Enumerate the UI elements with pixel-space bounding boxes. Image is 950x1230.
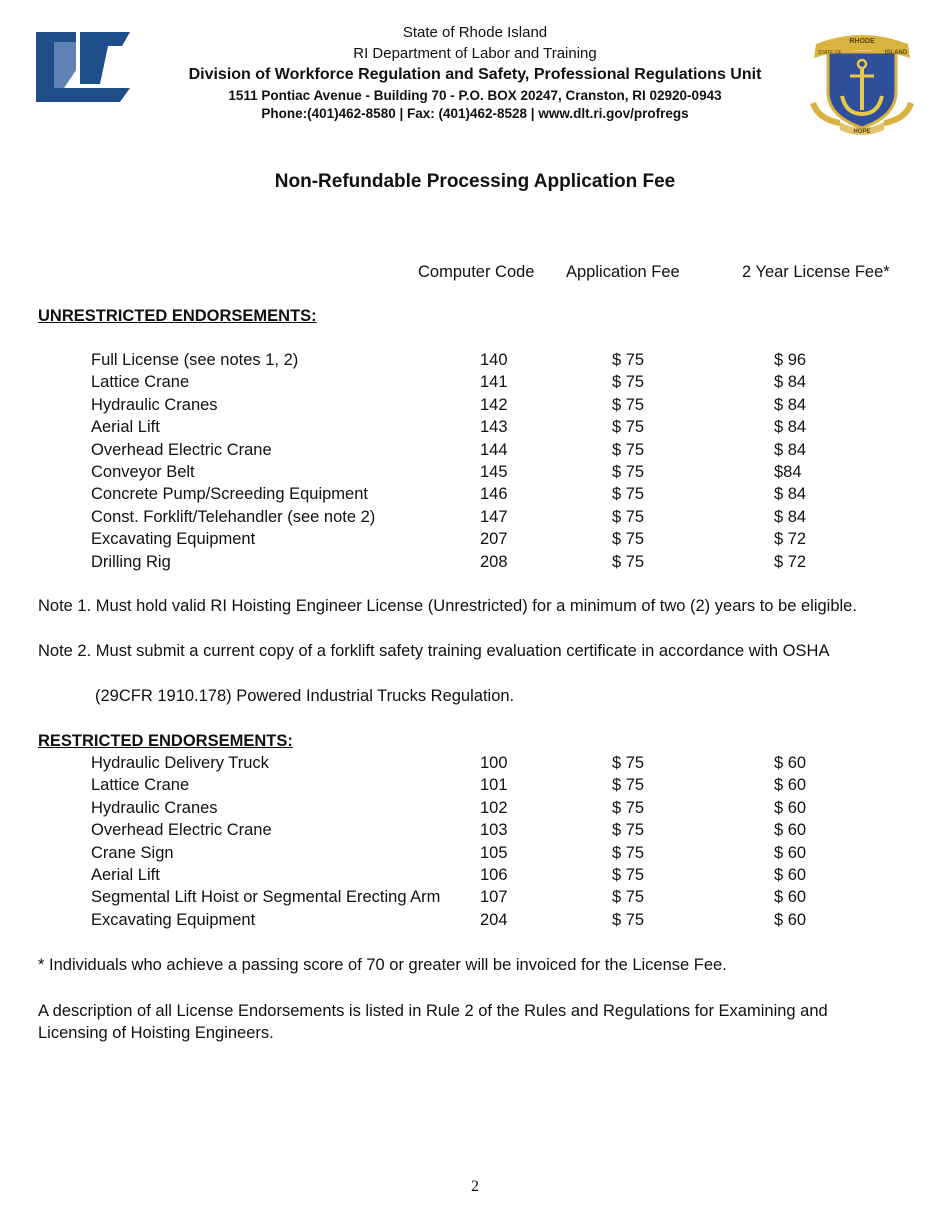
endorsement-name: Hydraulic Cranes — [91, 798, 218, 817]
division-name: Division of Workforce Regulation and Safety, Professional Regulations Unit — [188, 66, 762, 83]
restricted-row — [0, 844, 950, 866]
endorsement-name: Conveyor Belt — [91, 463, 195, 481]
application-fee: $ 75 — [612, 395, 645, 414]
unrestricted-row — [0, 530, 950, 552]
page-number: 2 — [471, 1178, 479, 1195]
computer-code: 207 — [480, 530, 508, 549]
endorsement-name: Lattice Crane — [91, 373, 190, 392]
address: 1511 Pontiac Avenue - Building 70 - P.O. BOX 20247, Cranston, RI 02920-0943 — [228, 88, 722, 103]
unrestricted-row — [0, 396, 950, 418]
page-title: Non-Refundable Processing Application Fee — [274, 171, 676, 192]
license-fee: $ 96 — [774, 351, 807, 369]
license-fee: $84 — [774, 463, 802, 481]
license-fee: $ 60 — [774, 821, 807, 840]
computer-code: 101 — [480, 776, 508, 795]
computer-code: 105 — [480, 843, 508, 862]
computer-code: 204 — [480, 910, 508, 929]
license-fee: $ 84 — [774, 373, 807, 392]
unrestricted-row — [0, 463, 950, 485]
unrestricted-row — [0, 418, 950, 440]
restricted-row — [0, 888, 950, 910]
application-fee: $ 75 — [612, 440, 645, 459]
application-fee: $ 75 — [612, 754, 645, 772]
application-fee: $ 75 — [612, 463, 645, 481]
unrestricted-row — [0, 508, 950, 530]
computer-code: 140 — [480, 351, 508, 369]
application-fee: $ 75 — [612, 507, 645, 526]
note-1: Note 1. Must hold valid RI Hoisting Engineer License (Unrestricted) for a minimum of two (2) years to be eligible. — [38, 597, 857, 615]
application-fee: $ 75 — [612, 530, 645, 549]
note-2: Note 2. Must submit a current copy of a forklift safety training evaluation certificate in accordance with OSHA — [38, 642, 830, 660]
endorsement-name: Hydraulic Delivery Truck — [91, 754, 269, 772]
application-fee: $ 75 — [612, 485, 645, 504]
license-fee: $ 84 — [774, 440, 807, 459]
license-fee: $ 84 — [774, 507, 807, 526]
license-fee: $ 72 — [774, 552, 807, 571]
license-fee: $ 60 — [774, 888, 807, 907]
license-fee: $ 60 — [774, 776, 807, 795]
dlt-logo — [36, 32, 130, 102]
endorsement-name: Crane Sign — [91, 843, 174, 862]
endorsement-name: Aerial Lift — [91, 866, 160, 884]
computer-code: 102 — [480, 798, 508, 817]
restricted-row — [0, 776, 950, 798]
license-fee: $ 60 — [774, 843, 807, 862]
computer-code: 146 — [480, 485, 508, 504]
computer-code: 106 — [480, 866, 508, 884]
unrestricted-row — [0, 553, 950, 575]
column-header-app-fee: Application Fee — [566, 263, 680, 281]
application-fee: $ 75 — [612, 552, 645, 571]
computer-code: 143 — [480, 418, 508, 437]
application-fee: $ 75 — [612, 910, 645, 929]
license-fee: $ 84 — [774, 485, 807, 504]
endorsement-name: Hydraulic Cranes — [91, 395, 218, 414]
state-name: State of Rhode Island — [402, 24, 548, 41]
computer-code: 103 — [480, 821, 508, 840]
license-fee: $ 84 — [774, 418, 807, 437]
contact-info: Phone:(401)462-8580 | Fax: (401)462-8528 | www.dlt.ri.gov/profregs — [261, 106, 689, 121]
endorsement-name: Lattice Crane — [91, 776, 190, 795]
endorsement-name: Overhead Electric Crane — [91, 821, 272, 840]
endorsement-name: Overhead Electric Crane — [91, 440, 272, 459]
endorsement-name: Segmental Lift Hoist or Segmental Erecting Arm — [91, 888, 441, 907]
restricted-row — [0, 799, 950, 821]
restricted-row — [0, 754, 950, 776]
seal-text-bottom: HOPE — [853, 129, 871, 135]
license-fee: $ 60 — [774, 754, 807, 772]
application-fee: $ 75 — [612, 373, 645, 392]
application-fee: $ 75 — [612, 843, 645, 862]
seal-text-right: ISLAND — [884, 50, 908, 56]
endorsement-name: Full License (see notes 1, 2) — [91, 351, 299, 369]
endorsement-name: Excavating Equipment — [91, 530, 256, 549]
license-fee: $ 60 — [774, 866, 807, 884]
restricted-row — [0, 911, 950, 933]
restricted-section-label: RESTRICTED ENDORSEMENTS: — [38, 732, 293, 750]
license-fee: $ 72 — [774, 530, 807, 549]
unrestricted-row — [0, 441, 950, 463]
restricted-row — [0, 821, 950, 843]
license-fee: $ 60 — [774, 910, 807, 929]
column-header-code: Computer Code — [418, 263, 535, 281]
application-fee: $ 75 — [612, 351, 645, 369]
unrestricted-section-label: UNRESTRICTED ENDORSEMENTS: — [38, 307, 317, 325]
seal-text-left: STATE OF — [818, 50, 842, 56]
computer-code: 208 — [480, 552, 508, 571]
license-fee: $ 84 — [774, 395, 807, 414]
computer-code: 107 — [480, 888, 508, 907]
computer-code: 145 — [480, 463, 508, 481]
unrestricted-row — [0, 485, 950, 507]
restricted-row — [0, 866, 950, 888]
note-2-continued: (29CFR 1910.178) Powered Industrial Trucks Regulation. — [95, 687, 515, 705]
description-paragraph: A description of all License Endorsements is listed in Rule 2 of the Rules and Regulations for Examining and Licensing of Hoisting Engineers. — [38, 1002, 828, 1042]
application-fee: $ 75 — [612, 888, 645, 907]
endorsement-name: Excavating Equipment — [91, 910, 256, 929]
computer-code: 147 — [480, 507, 508, 526]
seal-text-top: RHODE — [849, 38, 875, 45]
endorsement-name: Drilling Rig — [91, 552, 171, 571]
unrestricted-row — [0, 351, 950, 373]
endorsement-name: Concrete Pump/Screeding Equipment — [91, 485, 368, 504]
rhode-island-seal — [806, 30, 918, 138]
endorsement-name: Const. Forklift/Telehandler (see note 2) — [91, 507, 376, 526]
computer-code: 144 — [480, 440, 508, 459]
computer-code: 142 — [480, 395, 508, 414]
application-fee: $ 75 — [612, 866, 645, 884]
application-fee: $ 75 — [612, 821, 645, 840]
column-header-license-fee: 2 Year License Fee* — [742, 263, 890, 281]
footnote: * Individuals who achieve a passing score of 70 or greater will be invoiced for the License Fee. — [38, 956, 727, 974]
license-fee: $ 60 — [774, 798, 807, 817]
endorsement-name: Aerial Lift — [91, 418, 160, 437]
application-fee: $ 75 — [612, 418, 645, 437]
application-fee: $ 75 — [612, 776, 645, 795]
computer-code: 141 — [480, 373, 508, 392]
computer-code: 100 — [480, 754, 508, 772]
unrestricted-row — [0, 373, 950, 395]
department-name: RI Department of Labor and Training — [353, 45, 597, 62]
application-fee: $ 75 — [612, 798, 645, 817]
